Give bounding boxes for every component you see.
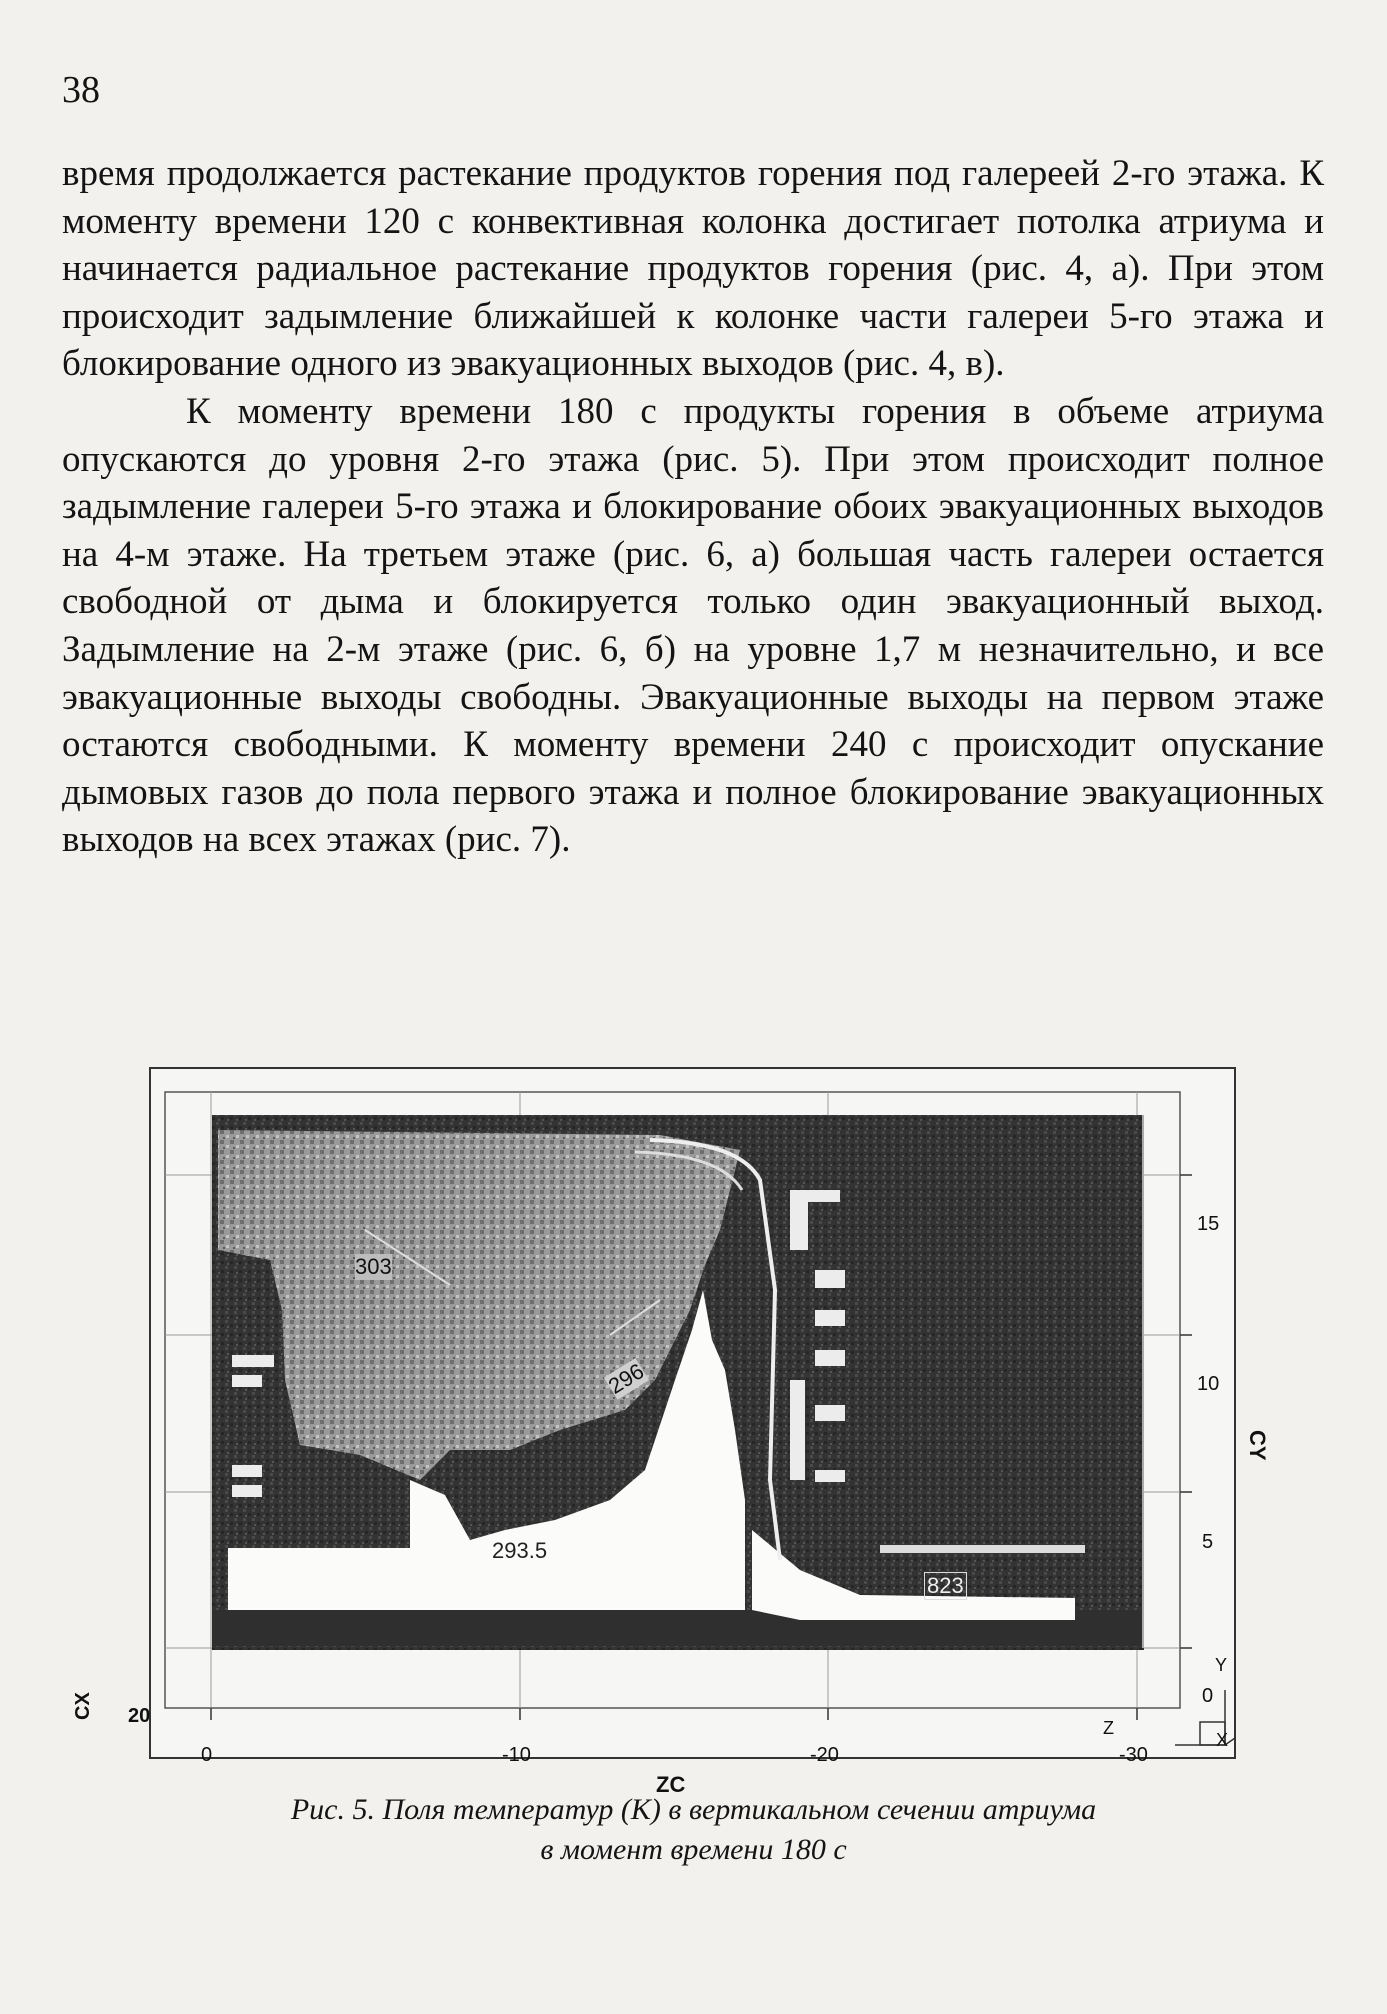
y-tick-3: 0 (1202, 1685, 1214, 1707)
contour-label-293-5: 293.5 (492, 1538, 548, 1563)
cx-label: CX (72, 1692, 94, 1720)
y-tick-1: 10 (1197, 1373, 1220, 1395)
figure-caption (100, 1790, 1287, 1870)
cx-value: 20 (128, 1705, 151, 1727)
paragraph-2: К моменту времени 180 с продукты горения в объеме атриума опускаются до уровня 2-го этажа (рис. 5). При этом происходит полное задымление галереи 5-го этажа и блокирование обоих эвакуационных выходов на 4-м этаже. На третьем этаже (рис. 6, а) большая часть галереи остается свободной от дыма и блокируется только один эвакуационный выход. Задымление на 2-м этаже (рис. 6, б) на уровне 1,7 м незначительно, и все эвакуационные выходы свободны. Эвакуационные выходы на первом этаже остаются свободными. К моменту времени 240 с происходит опускание дымовых газов до пола первого этажа и полное блокирование эвакуационных выходов на всех этажах (рис. 7). (62, 390, 1324, 861)
x-tick-0: 0 (201, 1744, 213, 1766)
y-axis-label: CY (1245, 1430, 1270, 1461)
figure-temperature-field (0, 1050, 1387, 1797)
body-text (62, 150, 1324, 864)
y-tick-2: 5 (1202, 1531, 1214, 1553)
x-tick-2: -20 (810, 1744, 839, 1766)
triad-x: X (1216, 1730, 1229, 1750)
x-axis-label: ZC (656, 1772, 686, 1797)
triad-z: Z (1103, 1718, 1114, 1738)
x-tick-1: -10 (502, 1744, 531, 1766)
contour-label-296: 296 (603, 1358, 649, 1399)
hot-zone-line (880, 1545, 1085, 1553)
contour-label-823: 823 (924, 1572, 967, 1600)
y-tick-0: 15 (1197, 1213, 1220, 1235)
figure-image (0, 1050, 1387, 1770)
caption-line-2: в момент времени 180 с (540, 1833, 847, 1866)
paragraph-1: время продолжается растекание продуктов горения под галереей 2-го этажа. К моменту времени 120 с конвективная колонка достигает потолка атриума и начинается радиальное растекание продуктов горения (рис. 4, а). При этом происходит задымление ближайшей к колонке части галереи 5-го этажа и блокирование одного из эвакуационных выходов (рис. 4, в). (62, 153, 1324, 385)
contour-label-303: 303 (355, 1254, 392, 1279)
x-tick-3: -30 (1119, 1744, 1148, 1766)
page-number: 38 (62, 69, 100, 111)
triad-y: Y (1215, 1655, 1228, 1675)
caption-line-1: Рис. 5. Поля температур (K) в вертикальном сечении атриума (290, 1793, 1097, 1826)
